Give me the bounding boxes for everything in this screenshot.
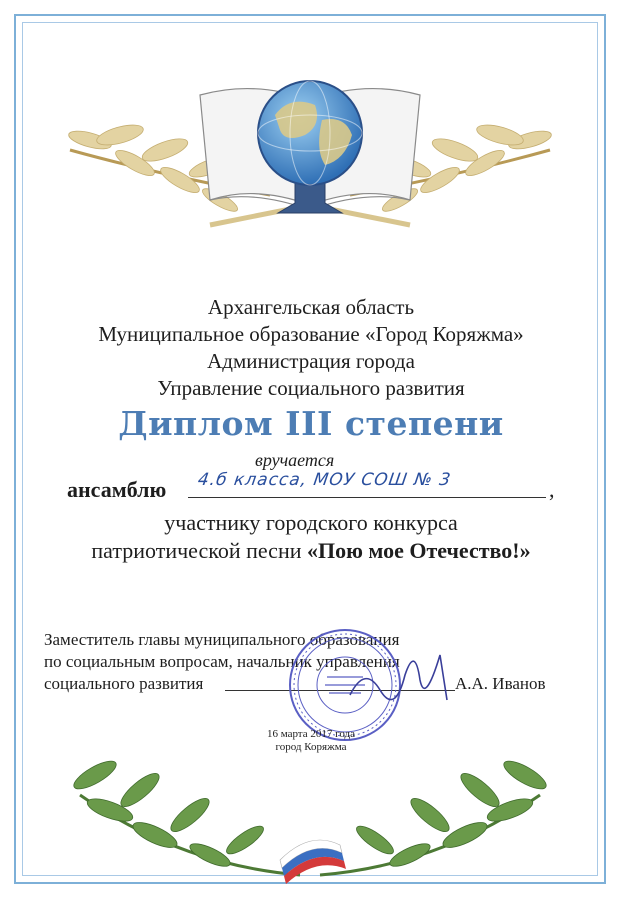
recipient-comma: , — [549, 477, 555, 502]
header-region: Архангельская область — [207, 295, 415, 319]
handwritten-signature — [345, 635, 455, 715]
presented-text: вручается — [255, 450, 335, 470]
recipient-label: ансамблю — [67, 477, 167, 502]
song-contest-line — [0, 538, 622, 564]
header-department: Управление социального развития — [157, 376, 465, 400]
issue-city: город Коряжма — [275, 741, 347, 753]
signatory-position-line1: Заместитель главы муниципального образования — [44, 630, 400, 649]
participant-line: участнику городского конкурса — [164, 510, 458, 535]
song-prefix: патриотической песни — [91, 538, 307, 563]
signatory-position-line2: по социальным вопросам, начальник управления — [44, 652, 400, 671]
flag-ribbon — [280, 840, 346, 884]
issue-date: 16 марта 2017 года — [266, 728, 356, 740]
signatory-position-line3: социального развития — [44, 674, 204, 693]
diploma-title: Диплом III степени — [118, 404, 504, 443]
song-title: «Пою мое Отечество!» — [307, 538, 531, 563]
globe-book-emblem — [60, 55, 560, 255]
header-municipality: Муниципальное образование «Город Коряжма» — [98, 322, 524, 346]
signer-name: А.А. Иванов — [455, 674, 546, 693]
recipient-underline — [188, 497, 546, 498]
recipient-handwritten-value: 4.б класса, МОУ СОШ № 3 — [196, 470, 453, 490]
header-administration: Администрация города — [207, 349, 415, 373]
bottom-laurel-wreath — [60, 735, 560, 885]
